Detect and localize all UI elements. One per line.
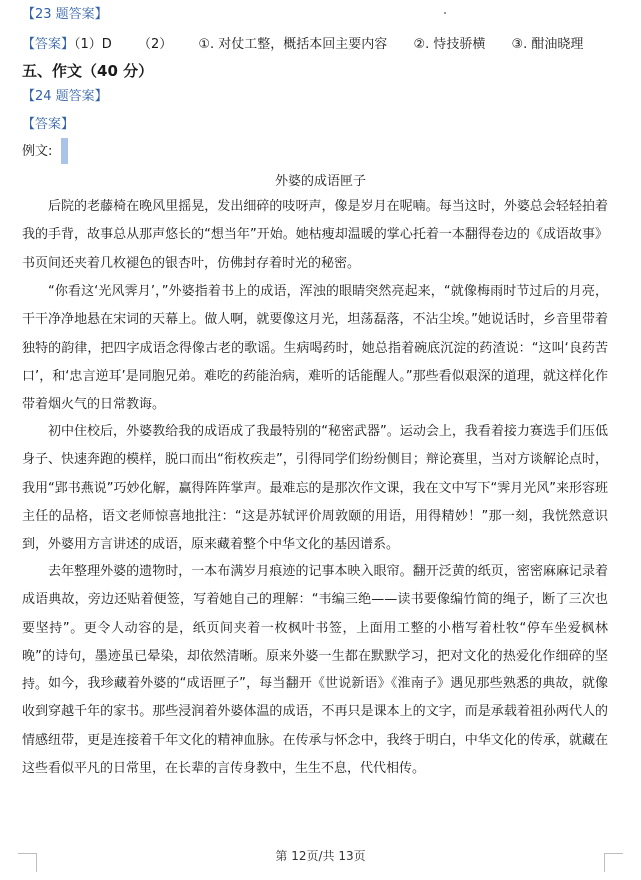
q23-part2: （2） <box>137 37 173 52</box>
q23-answer-line <box>22 36 605 54</box>
essay-paragraph-5: 如今，我珍藏着外婆的“成语匣子”，每当翻开《世说新语》《淮南子》遇见那些熟悉的典故，就像收到穿越千年的家书。那些浸润着外婆体温的成语，不再只是课本上的文字，而是承载着祖孙两代人的情感纽带，更是连接着千年文化的精神血脉。在传承与怀念中，我终于明白，中华文化的传承，就藏在这些看似平凡的日常里，在长辈的言传身教中，生生不息，代代相传。 <box>22 676 608 776</box>
q23-item1: ①. 对仗工整，概括本回主要内容 <box>198 37 388 52</box>
q23-header: 【23 题答案】 <box>22 7 108 22</box>
essay-title: 外婆的成语匣子 <box>274 174 366 189</box>
section-title: 五、作文（40 分） <box>22 62 154 80</box>
essay-paragraph-4: 去年整理外婆的遗物时，一本布满岁月痕迹的记事本映入眼帘。翻开泛黄的纸页，密密麻麻记录着成语典故，旁边还贴着便签，写着她自己的理解：“韦编三绝——读书要像编竹简的绳子，断了三次也要坚持”。更令人动容的是，纸页间夹着一枚枫叶书签，上面用工整的小楷写着杜牧“停车坐爱枫林晚”的诗句，墨迹虽已晕染，却依然清晰。原来外婆一生都在默默学习，把对文化的热爱化作细碎的坚持。 <box>22 564 608 693</box>
crop-mark-right <box>604 853 623 872</box>
page-number: 第 12页/共 13页 <box>275 849 366 863</box>
example-label: 例文: <box>22 144 53 159</box>
essay-paragraph-3: 初中住校后，外婆教给我的成语成了我最特别的“秘密武器”。运动会上，我看着接力赛选手们压低身子、快速奔跑的模样，脱口而出“衔枚疾走”，引得同学们纷纷侧目；辩论赛里，当对方谈解论点时，我用“郢书燕说”巧妙化解，赢得阵阵掌声。最难忘的是那次作文课，我在文中写下“霁月光风”来形容班主任的品格，语文老师惊喜地批注：“这是苏轼评价周敦颐的用语，用得精妙！”那一刻，我恍然意识到，外婆用方言讲述的成语，原来藏着整个中华文化的基因谱系。 <box>22 424 608 553</box>
q23-item2: ②. 恃技骄横 <box>413 37 486 52</box>
q23-item3: ③. 酣油晓理 <box>511 37 584 52</box>
q23-part1: （1）D <box>74 37 112 52</box>
speck <box>444 12 446 14</box>
q24-answer-label: 【答案】 <box>22 117 75 132</box>
essay-paragraph-2: “你看这‘光风霁月’，”外婆指着书上的成语，浑浊的眼睛突然亮起来，“就像梅雨时节过后的月亮，干干净净地悬在宋词的天幕上。做人啊，就要像这月光，坦荡磊落，不沾尘埃。”她说话时，乡音里带着独特的韵律，把四字成语念得像古老的歌谣。生病喝药时，她总指着碗底沉淀的药渣说：“这叫‘良药苦口’，和‘忠言逆耳’是同胞兄弟。难吃的药能治病，难听的话能醒人。”那些看似艰深的道理，就这样化作带着烟火气的日常教诲。 <box>22 284 608 413</box>
q23-answer-label: 【答案】 <box>22 37 75 52</box>
text-cursor-highlight <box>61 138 68 164</box>
q24-header: 【24 题答案】 <box>22 89 108 104</box>
essay-paragraph-1: 后院的老藤椅在晚风里摇晃，发出细碎的吱呀声，像是岁月在呢喃。每当这时，外婆总会轻轻拍着我的手背，故事总从那声悠长的“想当年”开始。她枯瘦却温暖的掌心托着一本翻得卷边的《成语故事》书页间还夹着几枚褪色的银杏叶，仿佛封存着时光的秘密。 <box>22 199 608 271</box>
crop-mark-left <box>18 853 37 872</box>
